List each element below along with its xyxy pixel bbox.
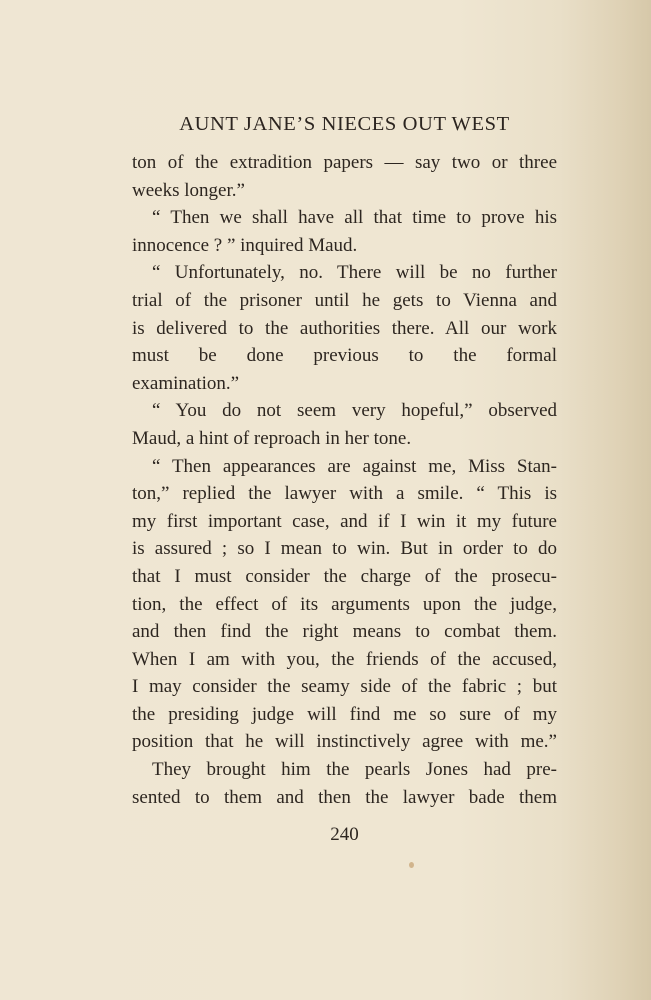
text-line: weeks longer.”	[132, 179, 245, 201]
text-line: the presiding judge will find me so sure of my	[132, 703, 557, 725]
text-line: my first important case, and if I win it my future	[132, 510, 557, 532]
text-line: When I am with you, the friends of the accused,	[132, 648, 557, 670]
text-line: sented to them and then the lawyer bade them	[132, 786, 557, 808]
text-line: I may consider the seamy side of the fabric ; but	[132, 676, 557, 698]
text-line: ton,” replied the lawyer with a smile. “ This is	[132, 483, 557, 505]
text-line: “ Then appearances are against me, Miss Stan-	[152, 455, 557, 477]
text-line: is assured ; so I mean to win. But in order to do	[132, 538, 557, 560]
text-line: “ Unfortunately, no. There will be no further	[152, 262, 557, 284]
text-line: “ Then we shall have all that time to prove his	[152, 207, 557, 229]
text-line: ton of the extradition papers — say two or three	[132, 152, 557, 173]
text-line: is delivered to the authorities there. All our work	[132, 317, 557, 339]
text-line: They brought him the pearls Jones had pre-	[152, 759, 557, 781]
text-line: that I must consider the charge of the prosecu-	[132, 565, 557, 587]
text-line: must be done previous to the formal	[132, 345, 557, 367]
text-line: position that he will instinctively agree with me.”	[132, 731, 557, 753]
text-line: Maud, a hint of reproach in her tone.	[132, 427, 412, 449]
text-line: innocence ? ” inquired Maud.	[132, 234, 358, 256]
page-number: 240	[330, 824, 359, 845]
text-line: “ You do not seem very hopeful,” observed	[152, 400, 557, 422]
text-line: trial of the prisoner until he gets to Vienna and	[132, 289, 557, 311]
running-head: AUNT JANE’S NIECES OUT WEST	[179, 113, 510, 135]
text-line: examination.”	[132, 372, 240, 394]
paper-speck	[409, 862, 414, 868]
text-line: and then find the right means to combat them.	[132, 621, 557, 643]
body-text	[132, 149, 557, 811]
text-line: tion, the effect of its arguments upon the judge,	[132, 593, 557, 615]
